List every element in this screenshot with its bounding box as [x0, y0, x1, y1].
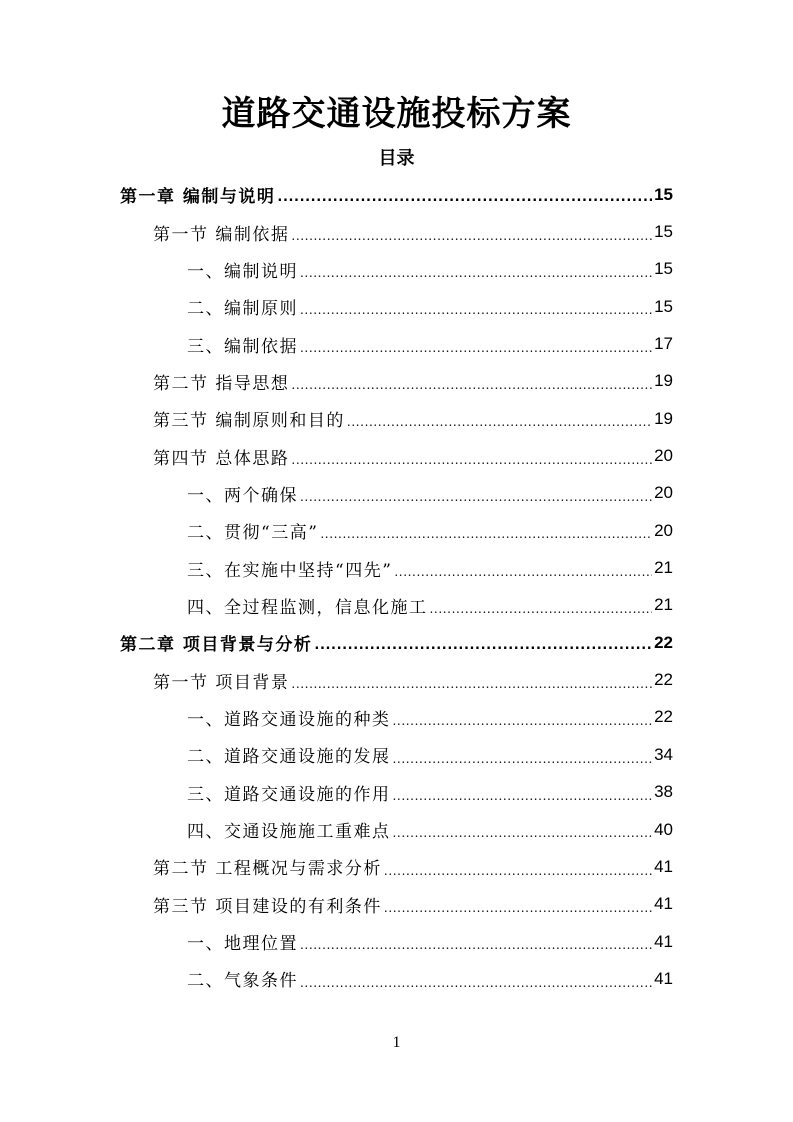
toc-entry-page: 38 [654, 782, 673, 802]
toc-entry-label: 三、编制依据 [187, 336, 298, 357]
toc-entry-page: 40 [654, 819, 673, 839]
toc-section-entry[interactable] [0, 886, 793, 923]
toc-entry-label: 二、贯彻“三高” [187, 523, 319, 544]
toc-dot-leader [393, 753, 653, 774]
toc-section-entry[interactable] [0, 437, 793, 474]
toc-subsection-entry[interactable] [0, 475, 793, 512]
toc-entry-label: 第四节 总体思路 [153, 448, 290, 469]
toc-entry-page: 15 [654, 296, 673, 316]
toc-dot-leader [300, 977, 652, 998]
toc-entry-page: 19 [654, 371, 673, 391]
toc-entry-page: 34 [654, 744, 673, 764]
toc-entry-page: 41 [654, 968, 673, 988]
toc-dot-leader [320, 528, 652, 549]
toc-entry-page: 22 [654, 632, 673, 652]
toc-subsection-entry[interactable] [0, 736, 793, 773]
toc-entry-label: 二、气象条件 [187, 971, 298, 992]
toc-subsection-entry[interactable] [0, 587, 793, 624]
toc-entry-label: 第一章 编制与说明 [120, 187, 276, 208]
toc-entry-page: 15 [654, 259, 673, 279]
toc-entry-label: 一、道路交通设施的种类 [187, 709, 391, 730]
toc-dot-leader [394, 566, 652, 587]
toc-subsection-entry[interactable] [0, 512, 793, 549]
toc-entry-page: 15 [654, 222, 673, 242]
toc-entry-label: 第一节 项目背景 [153, 672, 290, 693]
toc-dot-leader [300, 267, 652, 288]
toc-entry-page: 41 [654, 856, 673, 876]
toc-subsection-entry[interactable] [0, 251, 793, 288]
toc-subsection-entry[interactable] [0, 811, 793, 848]
toc-entry-label: 二、编制原则 [187, 299, 298, 320]
toc-entry-page: 22 [654, 707, 673, 727]
toc-entry-page: 20 [654, 446, 673, 466]
toc-dot-leader [300, 304, 652, 325]
toc-dot-leader [393, 827, 653, 848]
toc-entry-label: 一、编制说明 [187, 261, 298, 282]
toc-entry-label: 第三节 编制原则和目的 [153, 411, 345, 432]
toc-entry-page: 19 [654, 408, 673, 428]
toc-dot-leader [384, 865, 652, 886]
toc-dot-leader [384, 902, 652, 923]
toc-entry-label: 四、交通设施施工重难点 [187, 822, 391, 843]
toc-subsection-entry[interactable] [0, 774, 793, 811]
toc-entry-label: 一、地理位置 [187, 934, 298, 955]
toc-section-entry[interactable] [0, 661, 793, 698]
toc-entry-page: 17 [654, 334, 673, 354]
toc-subsection-entry[interactable] [0, 699, 793, 736]
document-title: 道路交通设施投标方案 [221, 94, 572, 134]
toc-subsection-entry[interactable] [0, 325, 793, 362]
toc-dot-leader [300, 939, 652, 960]
toc-section-entry[interactable] [0, 400, 793, 437]
toc-entry-page: 20 [654, 483, 673, 503]
toc-chapter-entry[interactable] [0, 624, 793, 661]
toc-entry-page: 41 [654, 931, 673, 951]
toc-chapter-entry[interactable] [0, 176, 793, 213]
toc-entry-label: 二、道路交通设施的发展 [187, 747, 391, 768]
toc-entry-label: 一、两个确保 [187, 485, 298, 506]
toc-dot-leader [314, 640, 652, 661]
toc-section-entry[interactable] [0, 213, 793, 250]
toc-dot-leader [430, 603, 653, 624]
toc-dot-leader [291, 454, 652, 475]
toc-subsection-entry[interactable] [0, 960, 793, 997]
toc-section-entry[interactable] [0, 848, 793, 885]
toc-entry-page: 15 [654, 184, 673, 204]
toc-entry-label: 第三节 项目建设的有利条件 [153, 896, 382, 917]
toc-dot-leader [300, 342, 652, 363]
toc-entry-page: 20 [654, 520, 673, 540]
toc-entry-label: 第一节 编制依据 [153, 224, 290, 245]
toc-entry-label: 第二节 工程概况与需求分析 [153, 859, 382, 880]
toc-dot-leader [347, 416, 652, 437]
toc-entry-page: 22 [654, 670, 673, 690]
toc-entry-label: 三、在实施中坚持“四先” [187, 560, 393, 581]
toc-dot-leader [291, 379, 652, 400]
table-of-contents [0, 176, 793, 998]
toc-subsection-entry[interactable] [0, 549, 793, 586]
toc-dot-leader [291, 230, 652, 251]
toc-entry-page: 41 [654, 894, 673, 914]
toc-entry-page: 21 [654, 595, 673, 615]
toc-entry-label: 四、全过程监测，信息化施工 [187, 597, 428, 618]
toc-dot-leader [393, 715, 653, 736]
toc-dot-leader [291, 678, 652, 699]
toc-dot-leader [393, 790, 653, 811]
toc-heading: 目录 [378, 148, 415, 169]
toc-subsection-entry[interactable] [0, 923, 793, 960]
toc-entry-label: 三、道路交通设施的作用 [187, 784, 391, 805]
toc-subsection-entry[interactable] [0, 288, 793, 325]
toc-entry-label: 第二章 项目背景与分析 [120, 635, 313, 656]
toc-entry-label: 第二节 指导思想 [153, 373, 290, 394]
toc-section-entry[interactable] [0, 363, 793, 400]
toc-dot-leader [277, 192, 652, 213]
toc-dot-leader [300, 491, 652, 512]
toc-entry-page: 21 [654, 558, 673, 578]
page-number: 1 [392, 1034, 401, 1051]
